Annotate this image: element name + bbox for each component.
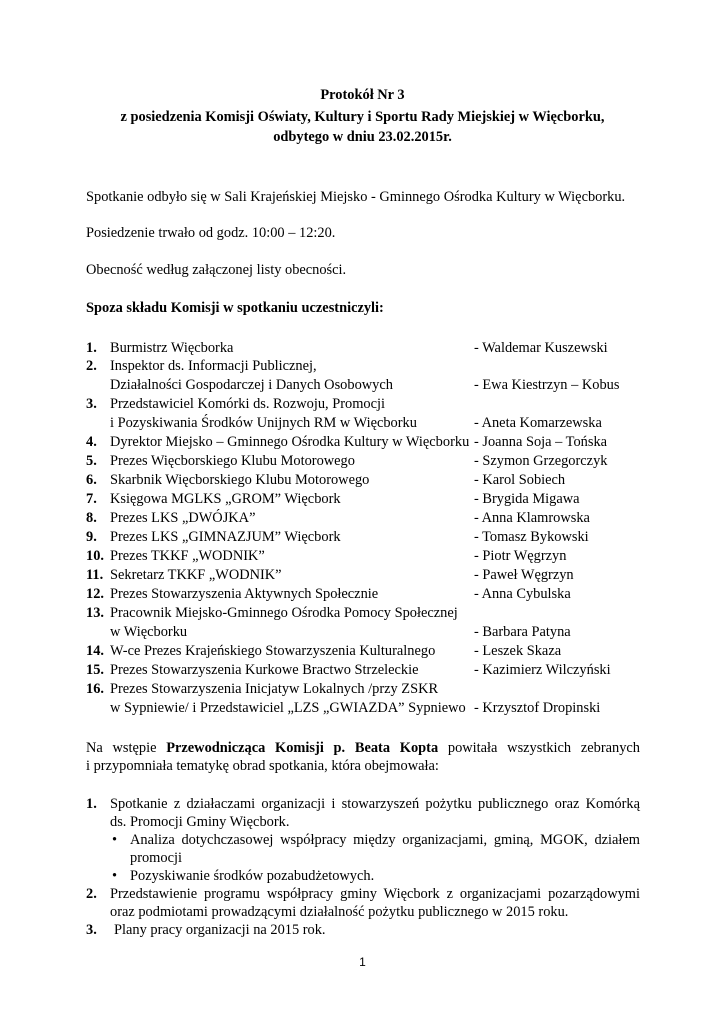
- participant-role: Prezes Stowarzyszenia Inicjatyw Lokalnych /przy ZSKR: [110, 681, 439, 697]
- participant-name: - Joanna Soja – Tońska: [474, 434, 608, 450]
- participant-role-cont: w Sypniewie/ i Przedstawiciel „LZS „GWIAZDA” Sypniewo: [110, 700, 466, 716]
- participant-number: 7.: [86, 491, 97, 507]
- participant-number: 15.: [86, 662, 104, 678]
- participant-role: Pracownik Miejsko-Gminnego Ośrodka Pomocy Społecznej: [110, 605, 458, 621]
- page-number: 1: [359, 955, 366, 969]
- participant-name: - Ewa Kiestrzyn – Kobus: [474, 377, 620, 393]
- participant-role-cont: i Pozyskiwania Środków Unijnych RM w Więcborku: [110, 415, 417, 431]
- agenda-subitem-text: Analiza dotychczasowej współpracy między organizacjami, gminą, MGOK, działem: [130, 832, 640, 848]
- agenda-number: 3.: [86, 922, 97, 938]
- participant-role: Skarbnik Więcborskiego Klubu Motorowego: [110, 472, 370, 488]
- agenda-subitem-text-cont: promocji: [130, 850, 182, 866]
- participant-role: Prezes LKS „DWÓJKA”: [110, 510, 256, 526]
- participant-number: 2.: [86, 358, 97, 374]
- participant-role: Przedstawiciel Komórki ds. Rozwoju, Promocji: [110, 396, 385, 412]
- participant-name: - Tomasz Bykowski: [474, 529, 589, 545]
- participant-number: 9.: [86, 529, 97, 545]
- participant-name: - Barbara Patyna: [474, 624, 571, 640]
- intro-line-1: [86, 739, 640, 757]
- participant-role: Sekretarz TKKF „WODNIK”: [110, 567, 282, 583]
- participant-name: - Aneta Komarzewska: [474, 415, 602, 431]
- meeting-attendance: Obecność według załączonej listy obecności.: [86, 262, 347, 278]
- participant-number: 5.: [86, 453, 97, 469]
- participant-name: - Kazimierz Wilczyński: [474, 662, 611, 678]
- participant-name: - Brygida Migawa: [474, 491, 580, 507]
- participant-number: 13.: [86, 605, 104, 621]
- participant-role: Prezes Stowarzyszenia Aktywnych Społecznie: [110, 586, 379, 602]
- participant-name: - Leszek Skaza: [474, 643, 562, 659]
- meeting-duration: Posiedzenie trwało od godz. 10:00 – 12:20.: [86, 225, 336, 241]
- participant-number: 3.: [86, 396, 97, 412]
- agenda-item-text: Spotkanie z działaczami organizacji i stowarzyszeń pożytku publicznego oraz Komórką: [110, 796, 640, 812]
- agenda-item-text: Przedstawienie programu współpracy gminy Więcbork z organizacjami pozarządowymi: [110, 886, 640, 902]
- participant-number: 8.: [86, 510, 97, 526]
- participant-role: Inspektor ds. Informacji Publicznej,: [110, 358, 317, 374]
- participant-role: Burmistrz Więcborka: [110, 340, 234, 356]
- agenda-item-text-cont: oraz podmiotami prowadzącymi działalność pożytku publicznego w 2015 roku.: [110, 904, 569, 920]
- bullet-icon: •: [112, 832, 118, 848]
- participant-number: 10.: [86, 548, 104, 564]
- participant-role: Prezes Stowarzyszenia Kurkowe Bractwo Strzeleckie: [110, 662, 419, 678]
- protocol-title: Protokół Nr 3: [320, 87, 405, 103]
- participant-number: 4.: [86, 434, 97, 450]
- meeting-location: Spotkanie odbyło się w Sali Krajeńskiej Miejsko - Gminnego Ośrodka Kultury w Więcborku.: [86, 189, 626, 205]
- participants-heading: Spoza składu Komisji w spotkaniu uczestniczyli:: [86, 300, 384, 316]
- participant-role-cont: Działalności Gospodarczej i Danych Osobowych: [110, 377, 393, 393]
- participant-number: 1.: [86, 340, 97, 356]
- intro-rest: powitała wszystkich zebranych: [447, 740, 640, 756]
- participant-name: - Anna Cybulska: [474, 586, 571, 602]
- participant-role: W-ce Prezes Krajeńskiego Stowarzyszenia Kulturalnego: [110, 643, 436, 659]
- agenda-item-text: Plany pracy organizacji na 2015 rok.: [114, 922, 326, 938]
- participant-role: Księgowa MGLKS „GROM” Więcbork: [110, 491, 341, 507]
- participant-name: - Anna Klamrowska: [474, 510, 590, 526]
- participant-role-cont: w Więcborku: [110, 624, 188, 640]
- participant-number: 6.: [86, 472, 97, 488]
- protocol-date: odbytego w dniu 23.02.2015r.: [273, 129, 452, 145]
- participant-role: Prezes TKKF „WODNIK”: [110, 548, 265, 564]
- participant-role: Dyrektor Miejsko – Gminnego Ośrodka Kultury w Więcborku: [110, 434, 470, 450]
- participant-name: - Waldemar Kuszewski: [474, 340, 608, 356]
- intro-lead: Na wstępie: [86, 740, 157, 756]
- participant-number: 11.: [86, 567, 104, 583]
- participant-name: - Piotr Węgrzyn: [474, 548, 567, 564]
- participant-role: Prezes Więcborskiego Klubu Motorowego: [110, 453, 355, 469]
- intro-line-2: i przypomniała tematykę obrad spotkania, która obejmowała:: [86, 758, 439, 774]
- protocol-subtitle: z posiedzenia Komisji Oświaty, Kultury i Sportu Rady Miejskiej w Więcborku,: [120, 109, 605, 125]
- participant-number: 14.: [86, 643, 104, 659]
- chair-name: Przewodnicząca Komisji p. Beata Kopta: [166, 740, 439, 756]
- participant-role: Prezes LKS „GIMNAZJUM” Więcbork: [110, 529, 341, 545]
- participant-name: - Karol Sobiech: [474, 472, 566, 488]
- agenda-number: 1.: [86, 796, 97, 812]
- participant-name: - Szymon Grzegorczyk: [474, 453, 608, 469]
- participant-name: - Krzysztof Dropinski: [474, 700, 601, 716]
- agenda-subitem-text: Pozyskiwanie środków pozabudżetowych.: [130, 868, 375, 884]
- bullet-icon: •: [112, 868, 118, 884]
- participant-number: 16.: [86, 681, 104, 697]
- agenda-number: 2.: [86, 886, 97, 902]
- participant-name: - Paweł Węgrzyn: [474, 567, 574, 583]
- participant-number: 12.: [86, 586, 104, 602]
- agenda-item-text-cont: ds. Promocji Gminy Więcbork.: [110, 814, 290, 830]
